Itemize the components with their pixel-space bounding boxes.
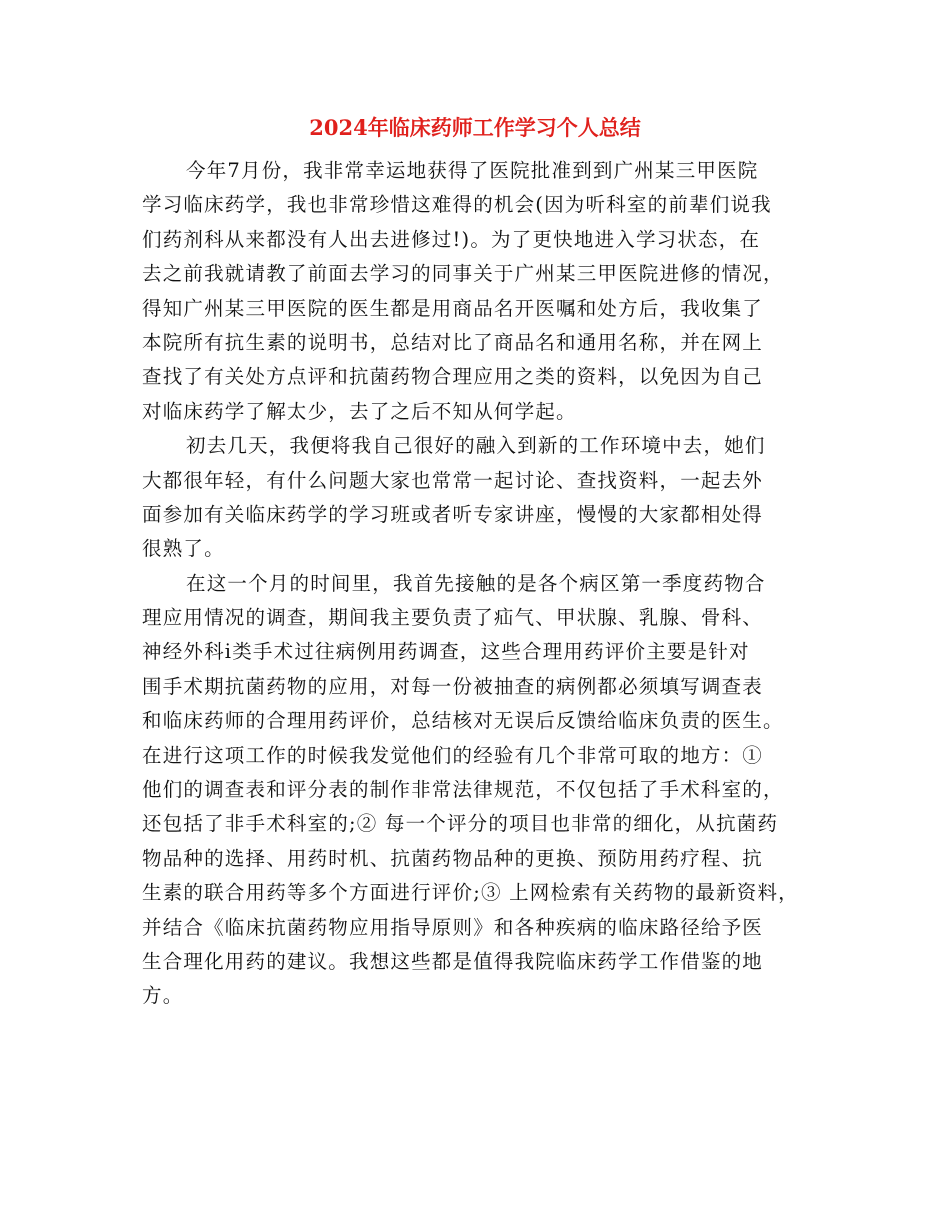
paragraph-3 [142, 567, 822, 1014]
paragraph-1 [142, 154, 822, 429]
document-body [142, 154, 822, 1014]
text-line: 神经外科ⅰ类手术过往病例用药调查，这些合理用药评价主要是针对 [142, 640, 750, 664]
text-line: 们药剂科从来都没有人出去进修过!)。为了更快地进入学习状态，在 [142, 227, 761, 251]
text-line: 面参加有关临床药学的学习班或者听专家讲座，慢慢的大家都相处得 [142, 502, 764, 526]
text-line: 和临床药师的合理用药评价，总结核对无误后反馈给临床负责的医生。 [142, 709, 784, 733]
text-line: 并结合《临床抗菌药物应用指导原则》和各种疾病的临床路径给予医 [142, 915, 764, 939]
text-line: 方。 [142, 984, 184, 1008]
paragraph-2 [142, 429, 822, 567]
text-line: 在进行这项工作的时候我发觉他们的经验有几个非常可取的地方：① [142, 743, 764, 767]
text-line: 得知广州某三甲医院的医生都是用商品名开医嘱和处方后，我收集了 [142, 296, 764, 320]
text-line: 物品种的选择、用药时机、抗菌药物品种的更换、预防用药疗程、抗 [142, 846, 764, 870]
text-line: 对临床药学了解太少，去了之后不知从何学起。 [142, 399, 577, 423]
text-line: 本院所有抗生素的说明书，总结对比了商品名和通用名称，并在网上 [142, 330, 764, 354]
text-line: 今年7月份，我非常幸运地获得了医院批准到到广州某三甲医院 [186, 159, 759, 182]
text-line: 去之前我就请教了前面去学习的同事关于广州某三甲医院进修的情况， [142, 262, 784, 286]
text-line: 他们的调查表和评分表的制作非常法律规范，不仅包括了手术科室的， [142, 778, 784, 802]
text-line: 在这一个月的时间里，我首先接触的是各个病区第一季度药物合 [186, 571, 766, 595]
text-line: 查找了有关处方点评和抗菌药物合理应用之类的资料，以免因为自己 [142, 365, 764, 389]
text-line: 生素的联合用药等多个方面进行评价;③ 上网检索有关药物的最新资料， [142, 881, 799, 905]
text-line: 还包括了非手术科室的;② 每一个评分的项目也非常的细化，从抗菌药 [142, 812, 779, 836]
text-line: 很熟了。 [142, 537, 225, 561]
text-line: 学习临床药学，我也非常珍惜这难得的机会(因为听科室的前辈们说我 [142, 193, 772, 217]
text-line: 初去几天，我便将我自己很好的融入到新的工作环境中去，她们 [186, 434, 766, 458]
text-line: 生合理化用药的建议。我想这些都是值得我院临床药学工作借鉴的地 [142, 949, 764, 973]
text-line: 大都很年轻，有什么问题大家也常常一起讨论、查找资料，一起去外 [142, 468, 764, 492]
document-title: 2024年临床药师工作学习个人总结 [309, 115, 641, 140]
text-line: 围手术期抗菌药物的应用，对每一份被抽查的病例都必须填写调查表 [142, 674, 764, 698]
text-line: 理应用情况的调查，期间我主要负责了疝气、甲状腺、乳腺、骨科、 [142, 606, 764, 630]
